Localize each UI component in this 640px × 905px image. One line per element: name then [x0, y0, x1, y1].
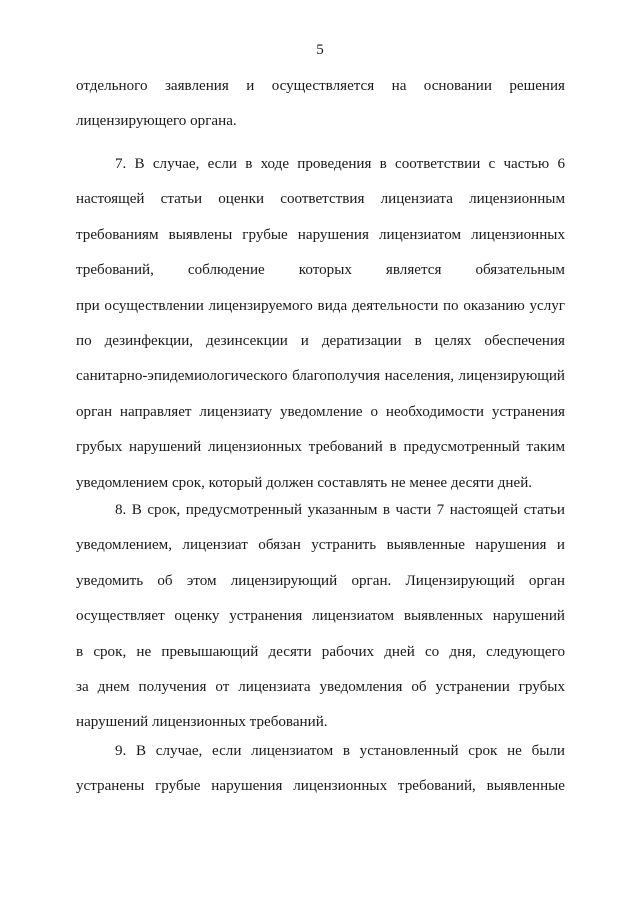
text-line: в срок, не превышающий десяти рабочих дней со дня, следующего	[76, 643, 565, 660]
text-line: орган направляет лицензиату уведомление о необходимости устранения	[76, 403, 565, 420]
text-line: уведомлением срок, который должен составлять не менее десяти дней.	[76, 474, 533, 491]
text-line: за днем получения от лицензиата уведомления об устранении грубых	[76, 678, 565, 695]
text-line: 9. В случае, если лицензиатом в установленный срок не были	[115, 743, 565, 759]
paragraph-7	[76, 147, 565, 501]
text-line: лицензирующего органа.	[76, 113, 237, 130]
text-line: настоящей статьи оценки соответствия лицензиата лицензионным	[76, 191, 565, 208]
text-line: 8. В срок, предусмотренный указанным в части 7 настоящей статьи	[115, 502, 565, 518]
text-line: отдельного заявления и осуществляется на основании решения	[76, 78, 565, 94]
text-line: требованиям выявлены грубые нарушения лицензиатом лицензионных	[76, 226, 565, 243]
text-line: при осуществлении лицензируемого вида деятельности по оказанию услуг	[76, 297, 565, 314]
text-line: нарушений лицензионных требований.	[76, 714, 328, 731]
page-number: 5	[316, 42, 324, 58]
text-line: требований, соблюдение которых является обязательным	[76, 262, 565, 279]
continuation-paragraph	[76, 69, 565, 140]
text-line: уведомить об этом лицензирующий орган. Лицензирующий орган	[76, 572, 565, 589]
text-line: уведомлением, лицензиат обязан устранить выявленные нарушения и	[76, 537, 565, 554]
text-line: санитарно-эпидемиологического благополучия населения, лицензирующий	[76, 368, 565, 385]
paragraph-8	[76, 493, 565, 741]
text-line: 7. В случае, если в ходе проведения в соответствии с частью 6	[115, 156, 565, 172]
text-line: по дезинфекции, дезинсекции и дератизации в целях обеспечения	[76, 332, 565, 349]
paragraph-9	[76, 734, 565, 805]
text-line: устранены грубые нарушения лицензионных требований, выявленные	[76, 778, 565, 795]
text-line: осуществляет оценку устранения лицензиатом выявленных нарушений	[76, 608, 565, 625]
text-line: грубых нарушений лицензионных требований в предусмотренный таким	[76, 439, 565, 456]
